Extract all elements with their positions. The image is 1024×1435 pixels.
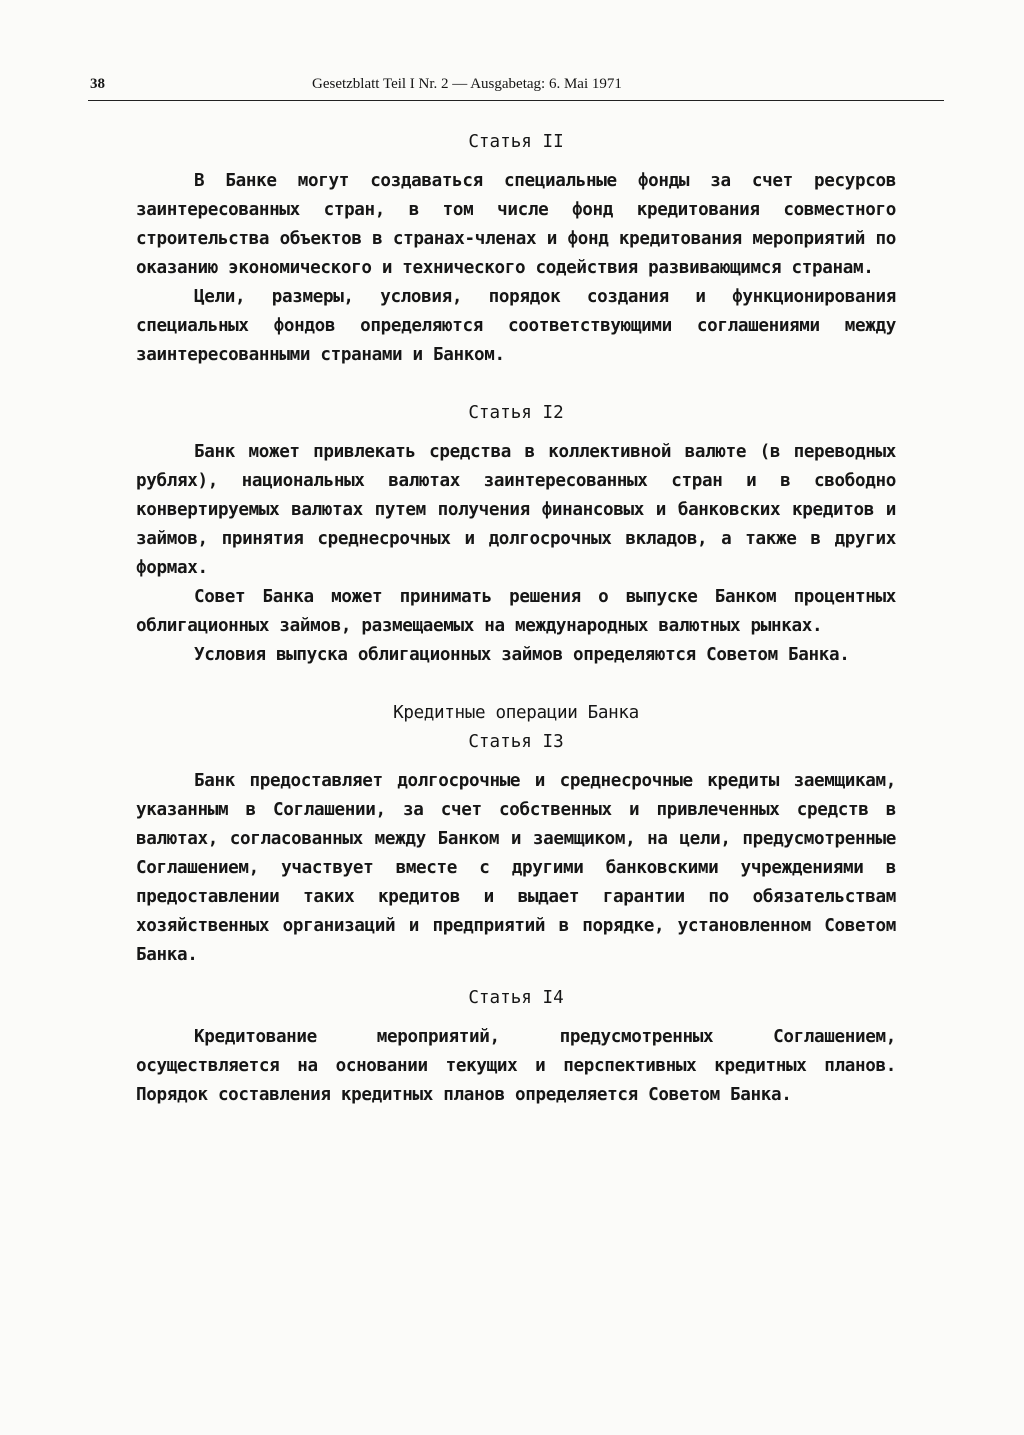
spacer: [136, 670, 896, 699]
paragraph: Кредитование мероприятий, предусмотренных Соглашением, осуществляется на основании текущих и перспективных кредитных планов. Порядок составления кредитных планов определяется Советом Банка.: [136, 1027, 896, 1105]
page-number: 38: [90, 76, 105, 92]
document-body: [136, 128, 896, 1110]
paragraph: В Банке могут создаваться специальные фонды за счет ресурсов заинтересованных стран, в том числе фонд кредитования совместного строительства объектов в странах-членах и фонд кредитования мероприятий по оказанию экономического и технического содействия развивающимся странам.: [136, 171, 896, 278]
spacer: [136, 370, 896, 399]
paragraph: Банк может привлекать средства в коллективной валюте (в переводных рублях), национальных валютах заинтересованных стран и в свободно конвертируемых валютах путем получения финансовых и банковских кредитов и займов, принятия среднесрочных и долгосрочных вкладов, а также в других формах.: [136, 442, 896, 578]
section-heading: Кредитные операции Банка: [393, 703, 639, 723]
page-header: [88, 76, 944, 101]
running-title: Gesetzblatt Teil I Nr. 2 — Ausgabetag: 6. Mai 1971: [312, 76, 622, 92]
paragraph: Совет Банка может принимать решения о выпуске Банком процентных облигационных займов, размещаемых на международных валютных рынках.: [136, 587, 896, 636]
article-heading: Статья I2: [468, 403, 564, 423]
article-11: [136, 128, 896, 370]
article-heading: Статья II: [468, 132, 564, 152]
paragraph: Условия выпуска облигационных займов определяются Советом Банка.: [194, 645, 850, 665]
spacer: [136, 970, 896, 984]
article-heading: Статья I3: [468, 732, 564, 752]
article-14: [136, 984, 896, 1110]
article-13: [136, 728, 896, 970]
article-12: [136, 399, 896, 670]
paragraph: Цели, размеры, условия, порядок создания и функционирования специальных фондов определяются соответствующими соглашениями между заинтересованными странами и Банком.: [136, 287, 896, 365]
article-heading: Статья I4: [468, 988, 564, 1008]
paragraph: Банк предоставляет долгосрочные и среднесрочные кредиты заемщикам, указанным в Соглашении, за счет собственных и привлеченных средств в валютах, согласованных между Банком и заемщиком, на цели, предусмотренные Соглашением, участвует вместе с другими банковскими учреждениями в предоставлении таких кредитов и выдает гарантии по обязательствам хозяйственных организаций и предприятий в порядке, установленном Советом Банка.: [136, 771, 896, 965]
